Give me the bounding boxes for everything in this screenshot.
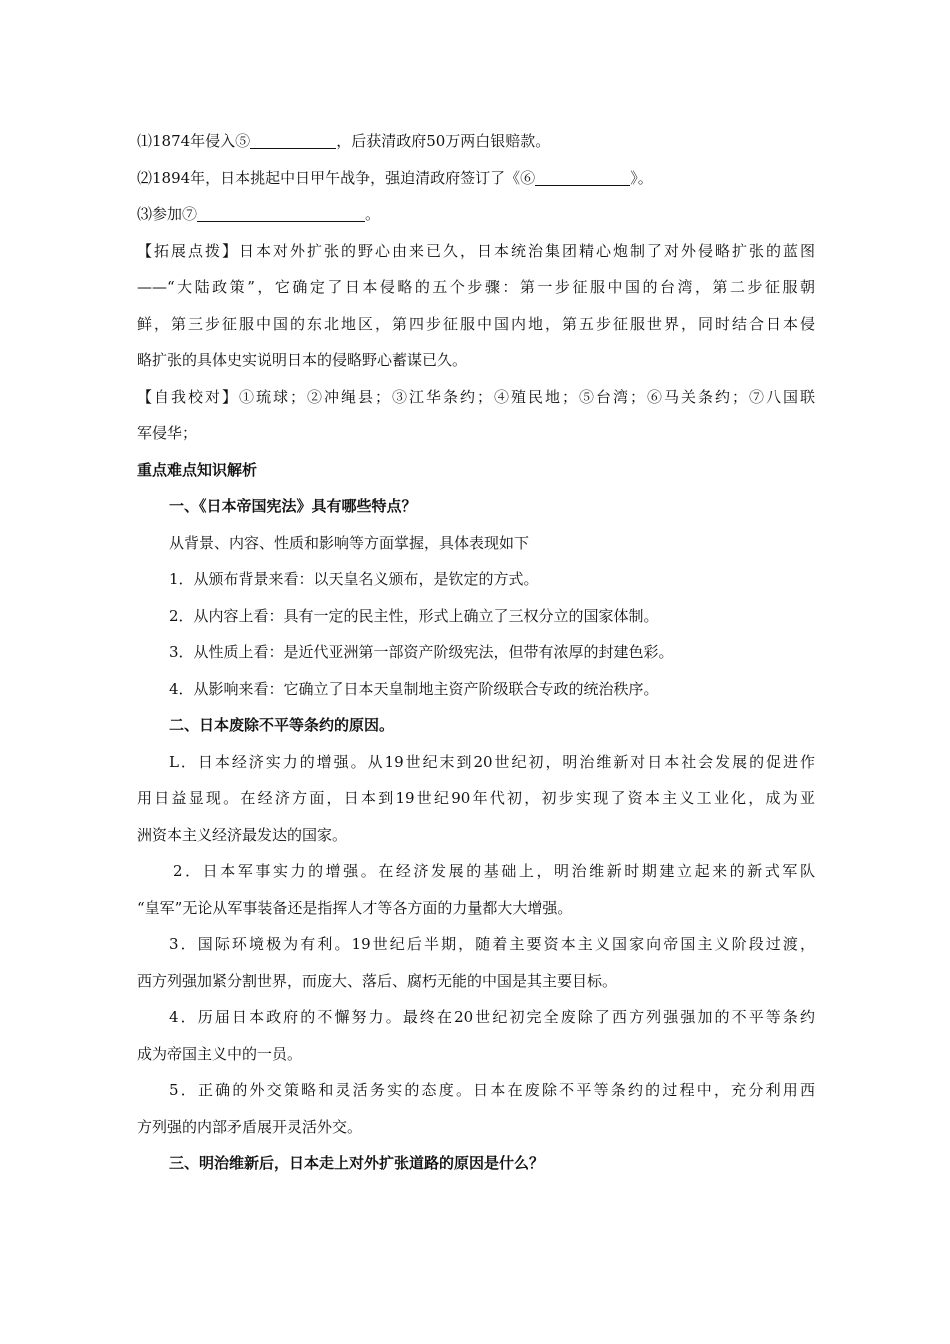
paragraph	[137, 1072, 815, 1145]
answer-blank-5[interactable]	[250, 132, 336, 149]
question-heading: 一、《日本帝国宪法》具有哪些特点？	[169, 497, 417, 515]
paragraph-line: 用日益显现。在经济方面，日本到19世纪90年代初，初步实现了资本主义工业化，成为亚	[137, 789, 815, 807]
question-3	[137, 1145, 815, 1182]
paragraph-line: 3．国际环境极为有利。19世纪后半期，随着主要资本主义国家向帝国主义阶段过渡，	[169, 935, 815, 953]
fill-in-line-1	[137, 123, 815, 160]
question-intro: 从背景、内容、性质和影响等方面掌握，具体表现如下	[169, 533, 530, 552]
answer-blank-6[interactable]	[535, 169, 630, 186]
fill-in-text: ⑶参加⑦	[137, 205, 198, 223]
document-body	[137, 123, 815, 1182]
paragraph-line: “皇军”无论从军事装备还是指挥人才等各方面的力量都大大增强。	[137, 898, 573, 917]
paragraph-line: 西方列强加紧分割世界，而庞大、落后、腐朽无能的中国是其主要目标。	[137, 971, 618, 990]
fill-in-line-2	[137, 160, 815, 197]
fill-in-text: ⑵1894年，日本挑起中日甲午战争，强迫清政府签订了《⑥	[137, 168, 536, 187]
fill-in-line-3	[137, 196, 815, 233]
fill-in-text: 》。	[630, 168, 653, 187]
expand-note-line: ——“大陆政策”，它确定了日本侵略的五个步骤：第一步征服中国的台湾，第二步征服朝	[137, 278, 815, 296]
self-check	[137, 379, 815, 452]
expand-note-line: 略扩张的具体史实说明日本的侵略野心蓄谋已久。	[137, 351, 468, 369]
answer-blank-7[interactable]	[197, 205, 365, 222]
paragraph	[137, 744, 815, 854]
list-item: 2．从内容上看：具有一定的民主性，形式上确立了三权分立的国家体制。	[169, 606, 659, 625]
paragraph-line: 方列强的内部矛盾展开灵活外交。	[137, 1117, 363, 1136]
expand-note-line: 鲜，第三步征服中国的东北地区，第四步征服中国内地，第五步征服世界，同时结合日本侵	[137, 314, 815, 333]
self-check-line: 【自我校对】①琉球；②冲绳县；③江华条约；④殖民地；⑤台湾；⑥马关条约；⑦八国联	[137, 387, 815, 406]
paragraph	[137, 926, 815, 999]
paragraph-line: 洲资本主义经济最发达的国家。	[137, 825, 348, 844]
fill-in-text: ，后获清政府50万两白银赔款。	[336, 132, 551, 150]
self-check-line: 军侵华；	[137, 424, 198, 442]
list-item: 3．从性质上看：是近代亚洲第一部资产阶级宪法，但带有浓厚的封建色彩。	[169, 643, 674, 661]
question-1	[137, 488, 815, 707]
paragraph	[137, 999, 815, 1072]
paragraph-line: L．日本经济实力的增强。从19世纪末到20世纪初，明治维新对日本社会发展的促进作	[169, 752, 815, 771]
section-title: 重点难点知识解析	[137, 460, 258, 479]
paragraph-line: 2．日本军事实力的增强。在经济发展的基础上，明治维新时期建立起来的新式军队	[173, 862, 815, 880]
list-item: 4．从影响来看：它确立了日本天皇制地主资产阶级联合专政的统治秩序。	[169, 679, 659, 698]
fill-in-text: 。	[365, 205, 381, 223]
fill-in-text: ⑴1874年侵入⑤	[137, 132, 251, 150]
paragraph-line: 4．历届日本政府的不懈努力。最终在20世纪初完全废除了西方列强强加的不平等条约	[169, 1008, 815, 1026]
paragraph	[137, 853, 815, 926]
paragraph-line: 成为帝国主义中的一员。	[137, 1044, 303, 1063]
paragraph-line: 5．正确的外交策略和灵活务实的态度。日本在废除不平等条约的过程中，充分利用西	[169, 1081, 815, 1099]
question-heading: 三、明治维新后，日本走上对外扩张道路的原因是什么？	[169, 1154, 545, 1172]
question-2	[137, 707, 815, 1145]
expand-note	[137, 233, 815, 379]
expand-note-line: 【拓展点拨】日本对外扩张的野心由来已久，日本统治集团精心炮制了对外侵略扩张的蓝图	[137, 241, 815, 260]
question-heading: 二、日本废除不平等条约的原因。	[169, 716, 395, 734]
list-item: 1．从颁布背景来看：以天皇名义颁布，是钦定的方式。	[169, 570, 539, 588]
